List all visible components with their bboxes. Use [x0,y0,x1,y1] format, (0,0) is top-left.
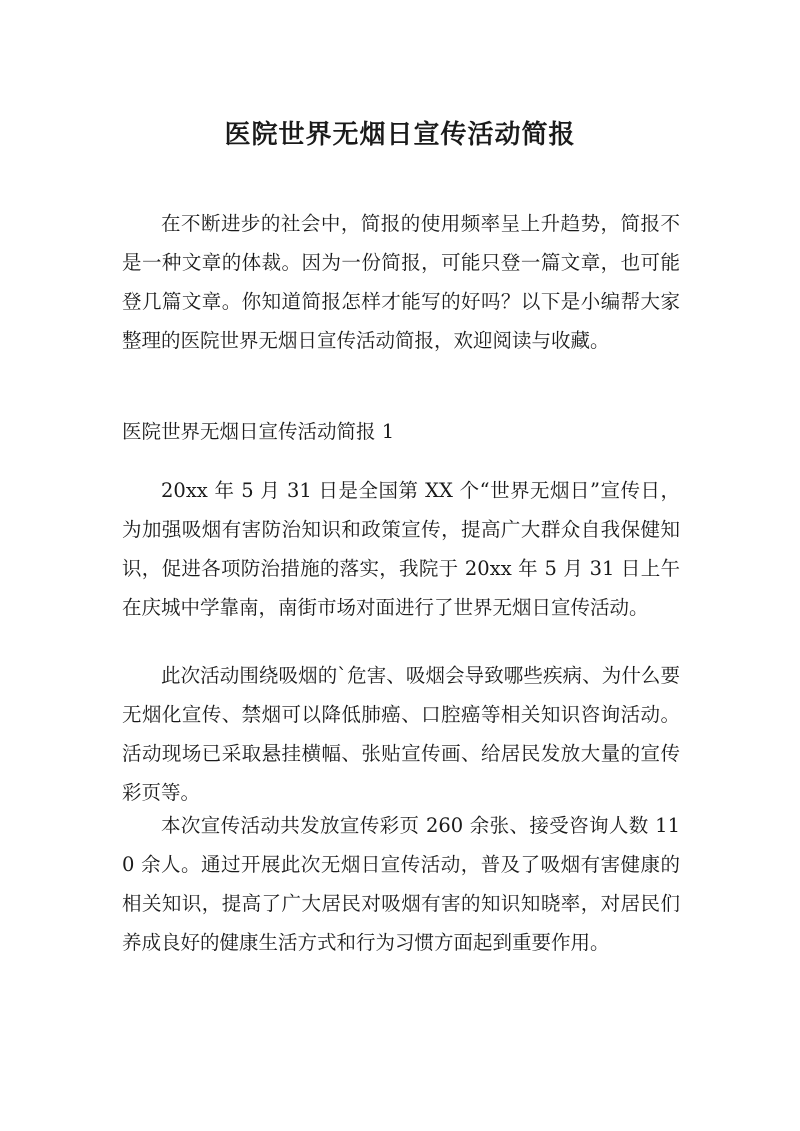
intro-paragraph: 在不断进步的社会中，简报的使用频率呈上升趋势，简报不是一种文章的体裁。因为一份简报，可能只登一篇文章，也可能登几篇文章。你知道简报怎样才能写的好吗？以下是小编帮大家整理的医院世界无烟日宣传活动简报，欢迎阅读与收藏。 [122,211,680,352]
body-paragraph-2: 此次活动围绕吸烟的`危害、吸烟会导致哪些疾病、为什么要无烟化宣传、禁烟可以降低肺癌、口腔癌等相关知识咨询活动。活动现场已采取悬挂横幅、张贴宣传画、给居民发放大量的宣传彩页等。 [122,663,680,804]
section-heading: 医院世界无烟日宣传活动简报 1 [122,420,395,443]
body-paragraph-3: 本次宣传活动共发放宣传彩页 260 余张、接受咨询人数 110 余人。通过开展此次无烟日宣传活动，普及了吸烟有害健康的相关知识，提高了广大居民对吸烟有害的知识知晓率，对居民们养成良好的健康生活方式和行为习惯方面起到重要作用。 [122,813,680,954]
body-paragraph-1: 20xx 年 5 月 31 日是全国第 XX 个“世界无烟日”宣传日，为加强吸烟有害防治知识和政策宣传，提高广大群众自我保健知识，促进各项防治措施的落实，我院于 20xx 年 5 月 31 日上午在庆城中学靠南，南街市场对面进行了世界无烟日宣传活动。 [122,478,680,619]
page-title: 医院世界无烟日宣传活动简报 [224,120,576,151]
